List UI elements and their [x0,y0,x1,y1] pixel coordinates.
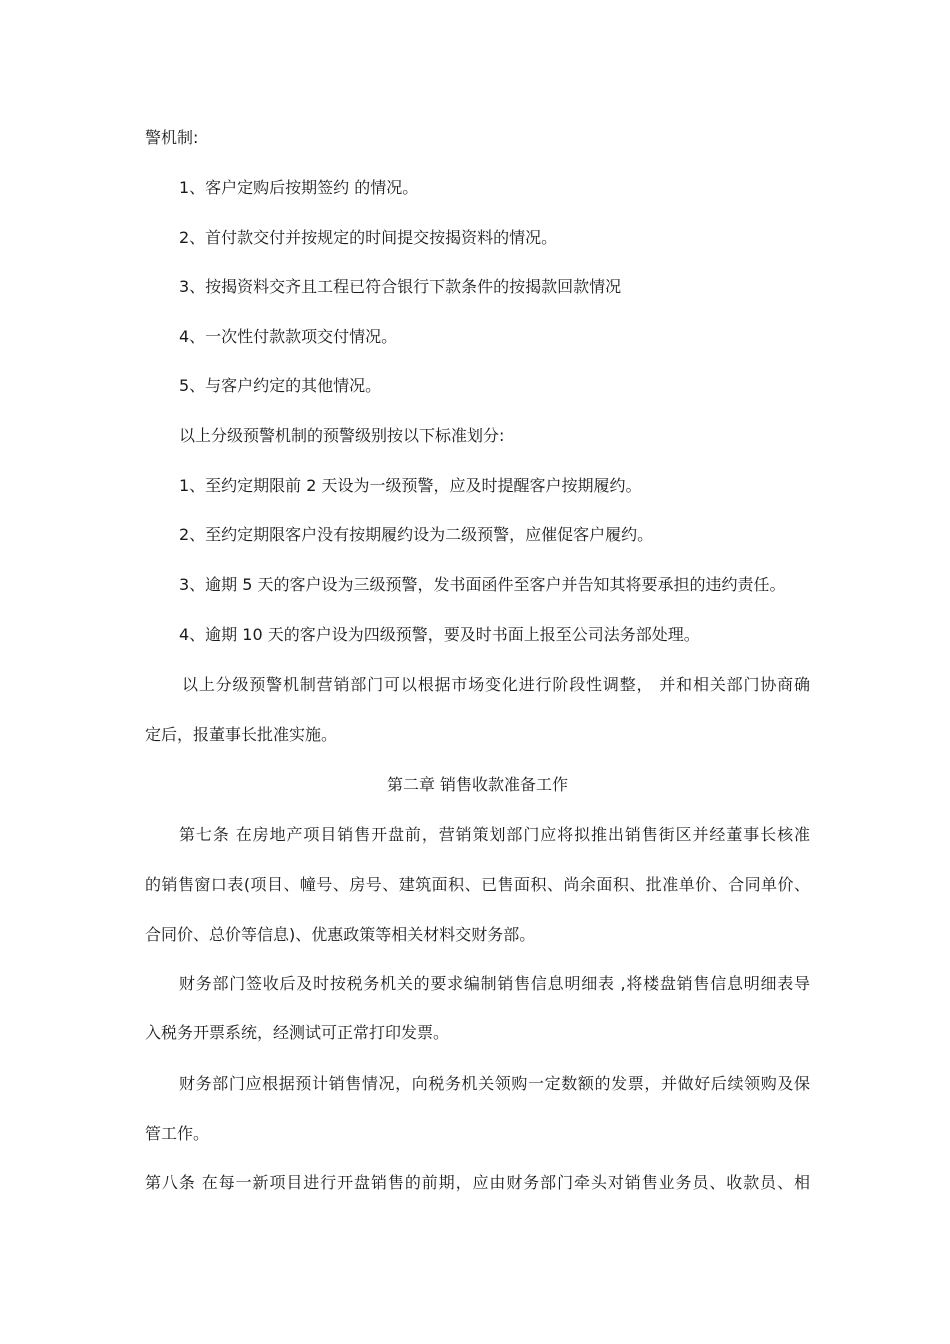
paragraph-line: 第八条 在每一新项目进行开盘销售的前期，应由财务部门牵头对销售业务员、收款员、相 [145,1173,810,1192]
paragraph-line: 财务部门应根据预计销售情况，向税务机关领购一定数额的发票，并做好后续领购及保 [179,1074,810,1093]
paragraph-line: 定后，报董事长批准实施。 [145,725,338,744]
list-item: 2、至约定期限客户没有按期履约设为二级预警，应催促客户履约。 [179,525,654,544]
list-item: 4、一次性付款款项交付情况。 [179,327,398,346]
paragraph-line: 财务部门签收后及时按税务机关的要求编制销售信息明细表 ,将楼盘销售信息明细表导 [179,974,810,993]
text-line: 警机制: [145,128,199,147]
chapter-heading: 第二章 销售收款准备工作 [386,775,569,794]
list-item: 5、与客户约定的其他情况。 [179,376,382,395]
paragraph-line: 管工作。 [145,1124,210,1143]
paragraph-line: 合同价、总价等信息)、优惠政策等相关材料交财务部。 [145,925,536,944]
list-item: 3、逾期 5 天的客户设为三级预警，发书面函件至客户并告知其将要承担的违约责任。 [179,575,786,594]
paragraph-line: 以上分级预警机制的预警级别按以下标准划分: [179,426,505,445]
paragraph-line: 入税务开票系统，经测试可正常打印发票。 [145,1023,450,1042]
paragraph-line: 第七条 在房地产项目销售开盘前，营销策划部门应将拟推出销售街区并经董事长核准 [179,825,810,844]
list-item: 3、按揭资料交齐且工程已符合银行下款条件的按揭款回款情况 [179,277,622,296]
list-item: 4、逾期 10 天的客户设为四级预警，要及时书面上报至公司法务部处理。 [179,625,700,644]
list-item: 1、至约定期限前 2 天设为一级预警，应及时提醒客户按期履约。 [179,476,642,495]
list-item: 2、首付款交付并按规定的时间提交按揭资料的情况。 [179,228,558,247]
paragraph-line: 的销售窗口表(项目、幢号、房号、建筑面积、已售面积、尚余面积、批准单价、合同单价、 [145,875,810,894]
list-item: 1、客户定购后按期签约 的情况。 [179,178,419,197]
paragraph-line: 以上分级预警机制营销部门可以根据市场变化进行阶段性调整， 并和相关部门协商确 [182,675,810,694]
